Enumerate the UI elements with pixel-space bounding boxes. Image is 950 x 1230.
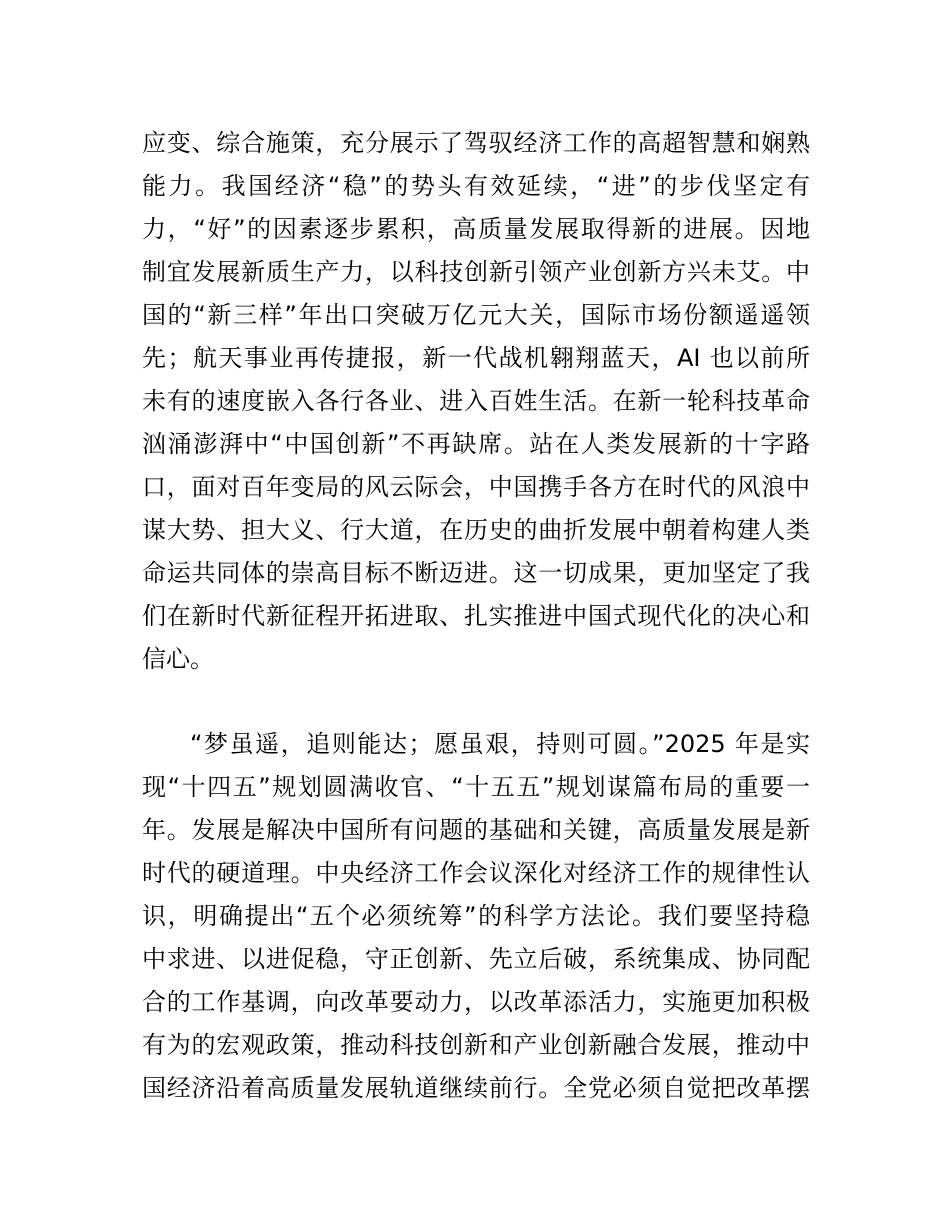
paragraph-2 — [142, 723, 810, 1110]
document-page — [142, 122, 810, 1110]
text-line: 合的工作基调，向改革要动力，以改革添活力，实施更加积极 — [142, 988, 810, 1016]
text-line: 现“十四五”规划圆满收官、“十五五”规划谋篇布局的重要一 — [142, 773, 810, 801]
text-line: 先；航天事业再传捷报，新一代战机翱翔蓝天，AI 也以前所 — [142, 344, 810, 372]
paragraph-1 — [142, 122, 810, 681]
text-line: 未有的速度嵌入各行各业、进入百姓生活。在新一轮科技革命 — [142, 387, 810, 415]
text-line: 谋大势、担大义、行大道，在历史的曲折发展中朝着构建人类 — [142, 516, 810, 544]
text-line: 能力。我国经济“稳”的势头有效延续，“进”的步伐坚定有 — [142, 172, 810, 200]
text-line: 年。发展是解决中国所有问题的基础和关键，高质量发展是新 — [142, 816, 810, 844]
text-line: 有为的宏观政策，推动科技创新和产业创新融合发展，推动中 — [142, 1031, 810, 1059]
text-line: 中求进、以进促稳，守正创新、先立后破，系统集成、协同配 — [142, 945, 810, 973]
text-line: 汹涌澎湃中“中国创新”不再缺席。站在人类发展新的十字路 — [142, 430, 810, 458]
text-line: 应变、综合施策，充分展示了驾驭经济工作的高超智慧和娴熟 — [142, 129, 810, 157]
text-line: 们在新时代新征程开拓进取、扎实推进中国式现代化的决心和 — [142, 602, 810, 630]
paragraph-gap — [142, 681, 810, 723]
text-line: 时代的硬道理。中央经济工作会议深化对经济工作的规律性认 — [142, 859, 810, 887]
text-line: 口，面对百年变局的风云际会，中国携手各方在时代的风浪中 — [142, 473, 810, 501]
text-line: 识，明确提出“五个必须统筹”的科学方法论。我们要坚持稳 — [142, 902, 810, 930]
text-line: 国经济沿着高质量发展轨道继续前行。全党必须自觉把改革摆 — [142, 1074, 810, 1102]
text-line: “梦虽遥，追则能达；愿虽艰，持则可圆。”2025 年是实 — [190, 730, 810, 758]
text-line: 制宜发展新质生产力，以科技创新引领产业创新方兴未艾。中 — [142, 258, 810, 286]
text-line: 命运共同体的崇高目标不断迈进。这一切成果，更加坚定了我 — [142, 559, 810, 587]
text-line: 国的“新三样”年出口突破万亿元大关，国际市场份额遥遥领 — [142, 301, 810, 329]
text-line: 信心。 — [142, 645, 214, 673]
text-line: 力，“好”的因素逐步累积，高质量发展取得新的进展。因地 — [142, 215, 810, 243]
